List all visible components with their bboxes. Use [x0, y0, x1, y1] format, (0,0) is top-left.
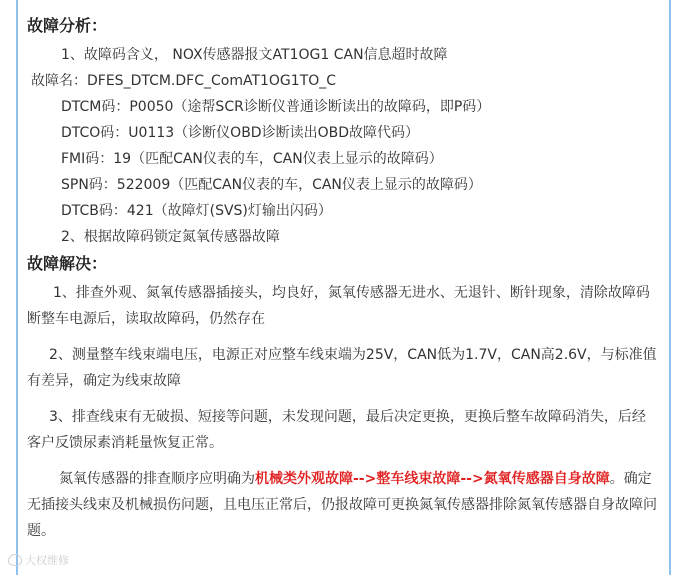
analysis-line-5: FMI码：19（匹配CAN仪表的车，CAN仪表上显示的故障码）	[61, 151, 443, 167]
analysis-line-1: 1、故障码含义， NOX传感器报文AT1OG1 CAN信息超时故障	[61, 47, 448, 63]
conclusion-suffix: 。确定无插接头线束及机械损伤问题，且电压正常后，仍报故障可更换氮氧传感器排除氮氧传感器自身故障问题。	[27, 471, 657, 539]
analysis-heading: 故障分析：	[27, 16, 108, 35]
conclusion-highlight: 机械类外观故障-->整车线束故障-->氮氧传感器自身故障	[255, 471, 610, 487]
conclusion-prefix: 氮氧传感器的排查顺序应明确为	[59, 471, 255, 487]
solution-conclusion	[27, 466, 657, 544]
analysis-line-8: 2、根据故障码锁定氮氧传感器故障	[61, 229, 280, 245]
watermark-text: 大权维修	[25, 554, 69, 567]
solution-step-1: 1、排查外观、氮氧传感器插接头，均良好，氮氧传感器无进水、无退针、断针现象，清除故障码断整车电源后，读取故障码，仍然存在	[27, 285, 650, 327]
watermark	[8, 552, 69, 568]
solution-heading: 故障解决：	[27, 254, 108, 273]
left-frame-border	[16, 0, 18, 575]
analysis-line-7: DTCB码：421（故障灯(SVS)灯输出闪码）	[61, 203, 332, 219]
analysis-line-4: DTCO码：U0113（诊断仪OBD诊断读出OBD故障代码）	[61, 125, 419, 141]
solution-step-3: 3、排查线束有无破损、短接等问题，未发现问题，最后决定更换，更换后整车故障码消失，后经客户反馈尿素消耗量恢复正常。	[27, 409, 646, 451]
analysis-line-3: DTCM码：P0050（途帮SCR诊断仪普通诊断读出的故障码，即P码）	[61, 99, 491, 115]
solution-step-2: 2、测量整车线束端电压，电源正对应整车线束端为25V，CAN低为1.7V，CAN高2.6V，与标准值有差异，确定为线束故障	[27, 347, 657, 389]
analysis-line-2: 故障名：DFES_DTCM.DFC_ComAT1OG1TO_C	[31, 73, 337, 89]
article-content	[27, 14, 657, 554]
analysis-line-6: SPN码：522009（匹配CAN仪表的车，CAN仪表上显示的故障码）	[61, 177, 482, 193]
right-frame-border	[669, 0, 671, 575]
watermark-logo-icon	[8, 554, 22, 566]
